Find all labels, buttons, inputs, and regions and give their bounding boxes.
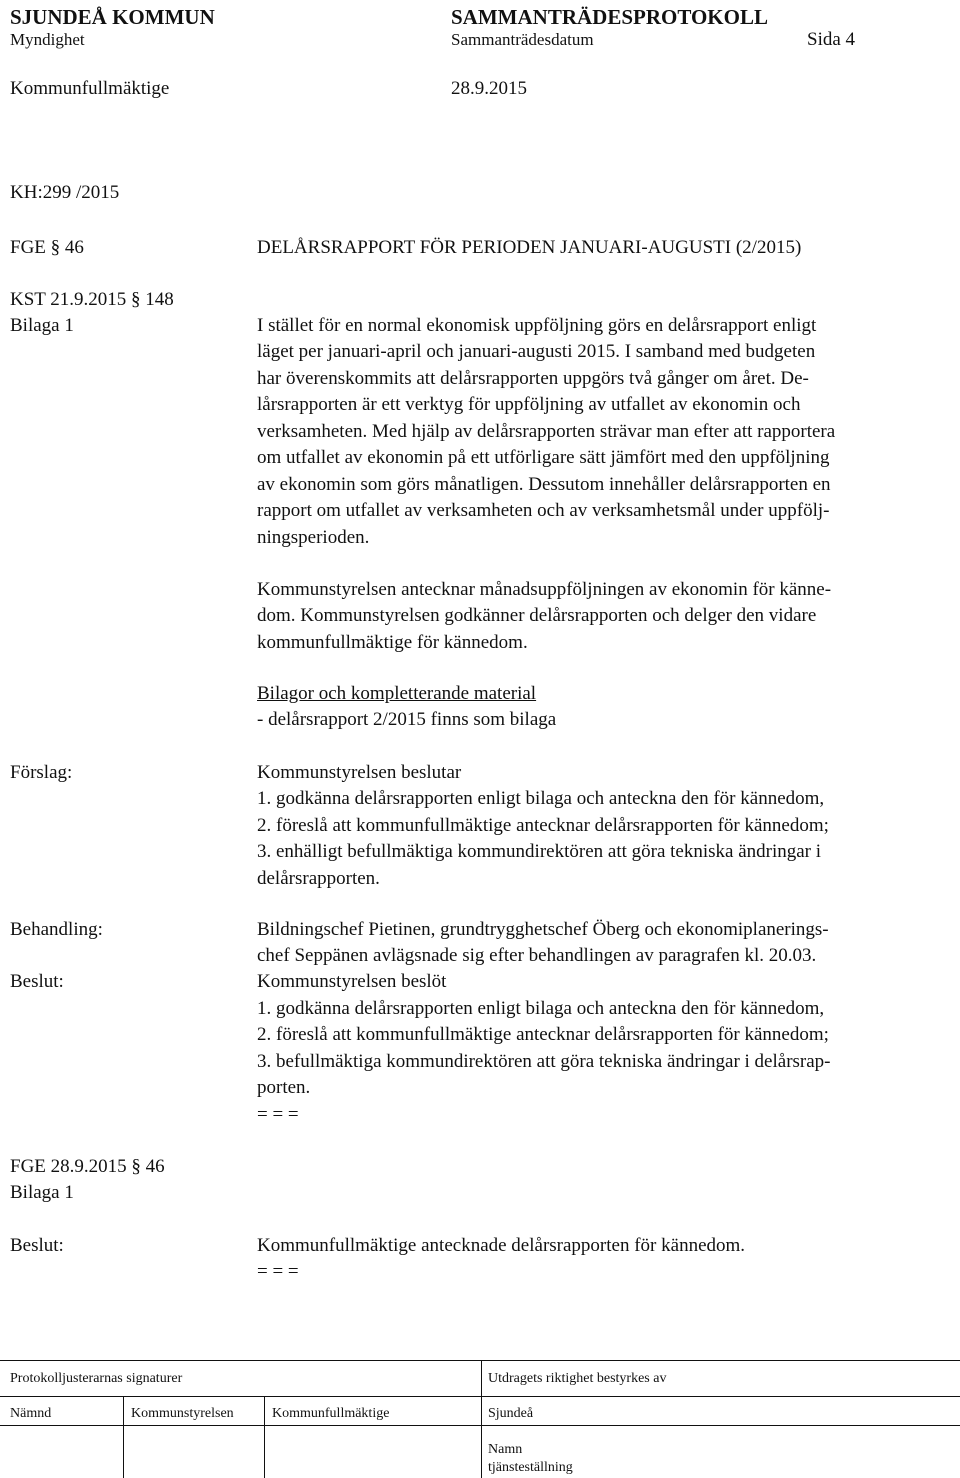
text-line: 1. godkänna delårsrapporten enligt bilaga och anteckna den för kännedom,	[257, 998, 825, 1019]
label-behandling: Behandling:	[10, 919, 103, 940]
ref-fge: FGE § 46	[10, 237, 84, 258]
meeting-date: 28.9.2015	[451, 78, 527, 99]
name-label: Namn	[488, 1442, 523, 1457]
text-line: chef Seppänen avlägsnade sig efter behandlingen av paragrafen kl. 20.03.	[257, 945, 817, 966]
text-line: har överenskommits att delårsrapporten uppgörs två gånger om året. De-	[257, 368, 809, 389]
text-line: av ekonomin som görs månatligen. Dessutom innehåller delårsrapporten en	[257, 474, 831, 495]
label-beslut-ks: Beslut:	[10, 971, 64, 992]
text-line: 3. befullmäktiga kommundirektören att göra tekniska ändringar i delårsrap-	[257, 1051, 831, 1072]
footer-col-1	[123, 1396, 124, 1478]
footer-row-rule	[0, 1425, 960, 1426]
text-line: om utfallet av ekonomin på ett utförligare sätt jämfört med den uppföljning	[257, 447, 830, 468]
namnd-ks: Kommunstyrelsen	[131, 1406, 234, 1421]
text-line: verksamheten. Med hjälp av delårsrapporten strävar man efter att rapportera	[257, 421, 836, 442]
label-forslag: Förslag:	[10, 762, 73, 783]
text-line: delårsrapporten.	[257, 868, 380, 889]
label-beslut-kf: Beslut:	[10, 1235, 64, 1256]
text-line: dom. Kommunstyrelsen godkänner delårsrapporten och delger den vidare	[257, 605, 817, 626]
title-label: tjänsteställning	[488, 1460, 573, 1475]
doc-type: SAMMANTRÄDESPROTOKOLL	[451, 5, 768, 29]
ref-bilaga: Bilaga 1	[10, 315, 74, 336]
text-line: 2. föreslå att kommunfullmäktige antecknar delårsrapporten för kännedom;	[257, 1024, 829, 1045]
place: Sjundeå	[488, 1406, 534, 1421]
ref-fge-bilaga: Bilaga 1	[10, 1182, 74, 1203]
extract-label: Utdragets riktighet bestyrkes av	[488, 1371, 667, 1386]
label-authority: Myndighet	[10, 30, 85, 49]
text-line: ningsperioden.	[257, 527, 370, 548]
footer-divider	[481, 1360, 482, 1478]
namnd-kf: Kommunfullmäktige	[272, 1406, 390, 1421]
footer-mid-rule	[0, 1396, 960, 1397]
label-meeting-date: Sammanträdesdatum	[451, 30, 594, 49]
namnd-label: Nämnd	[10, 1406, 52, 1421]
text-line: porten.	[257, 1077, 311, 1098]
text-line: Kommunstyrelsen beslöt	[257, 971, 447, 992]
attachments-item: - delårsrapport 2/2015 finns som bilaga	[257, 709, 557, 730]
footer-col-2	[264, 1396, 265, 1478]
authority-name: Kommunfullmäktige	[10, 78, 170, 99]
text-line: läget per januari-april och januari-augusti 2015. I samband med budgeten	[257, 341, 816, 362]
text-line: 3. enhälligt befullmäktiga kommundirektören att göra tekniska ändringar i	[257, 841, 822, 862]
section-title: DELÅRSRAPPORT FÖR PERIODEN JANUARI-AUGUSTI (2/2015)	[257, 237, 802, 258]
attachments-heading: Bilagor och kompletterande material	[257, 683, 537, 704]
separator-text: = = =	[257, 1104, 299, 1125]
text-line: Bildningschef Pietinen, grundtrygghetschef Öberg och ekonomiplanerings-	[257, 919, 829, 940]
signatures-label: Protokolljusterarnas signaturer	[10, 1371, 183, 1386]
text-line: 1. godkänna delårsrapporten enligt bilaga och anteckna den för kännedom,	[257, 788, 825, 809]
org-name: SJUNDEÅ KOMMUN	[10, 5, 215, 29]
text-line: Kommunstyrelsen beslutar	[257, 762, 462, 783]
ref-fge-date: FGE 28.9.2015 § 46	[10, 1156, 165, 1177]
text-line: rapport om utfallet av verksamheten och av verksamhetsmål under uppfölj-	[257, 500, 830, 521]
separator-text: = = =	[257, 1261, 299, 1282]
text-line: Kommunstyrelsen antecknar månadsuppföljningen av ekonomin för känne-	[257, 579, 832, 600]
text-line: 2. föreslå att kommunfullmäktige antecknar delårsrapporten för kännedom;	[257, 815, 829, 836]
ref-kh: KH:299 /2015	[10, 182, 120, 203]
text-line: Kommunfullmäktige antecknade delårsrapporten för kännedom.	[257, 1235, 746, 1256]
footer-top-rule	[0, 1360, 960, 1361]
page-number: Sida 4	[807, 29, 856, 50]
text-line: kommunfullmäktige för kännedom.	[257, 632, 528, 653]
text-line: lårsrapporten är ett verktyg för uppföljning av utfallet av ekonomin och	[257, 394, 801, 415]
ref-kst: KST 21.9.2015 § 148	[10, 289, 174, 310]
text-line: I stället för en normal ekonomisk uppföljning görs en delårsrapport enligt	[257, 315, 817, 336]
